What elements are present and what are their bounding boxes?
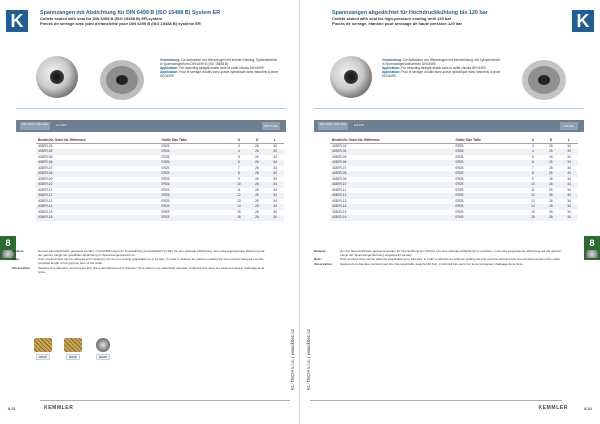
cell-L: 34 <box>567 198 571 203</box>
cell-size: ER25 <box>161 143 170 148</box>
note-text: For mounting straight-shank tools in collet chucks DIN 6499. <box>179 66 265 70</box>
cell-d: 5 <box>237 154 240 159</box>
collet-bore <box>50 70 64 84</box>
note-head: Application: <box>382 70 401 74</box>
cell-order-no: 403ER-07 <box>332 165 347 170</box>
cell-order-no: 403ER-03 <box>332 143 347 148</box>
cell-d: 7 <box>531 165 534 170</box>
cell-size: ER25 <box>455 154 464 159</box>
page-number: 8.31 <box>8 406 16 411</box>
remark-row: Note: Only nominal sizes can be clamped (applicable up to 120 bar). In order to achieve an optimum sealing the tool must be clamped over the complete length of the collet. <box>314 257 561 262</box>
cell-size: ER25 <box>453 149 523 155</box>
cell-d: 14 <box>230 204 248 210</box>
page-subtitle-en: Collets sealed with seal for high-pressure cooling until 120 bar <box>332 16 452 22</box>
col-size: Größe Size Taille <box>159 138 229 143</box>
cell-L: 34 <box>560 149 578 155</box>
cell-size: ER25 <box>455 209 464 214</box>
page-title: Spannzangen abgedichtet für Hochdruckkühlung bis 120 bar <box>332 10 488 16</box>
cell-D: 26 <box>549 143 553 148</box>
col-L: L <box>560 138 578 143</box>
accessory-thumb[interactable]: ER25 <box>64 338 82 360</box>
remarks-block <box>12 250 266 275</box>
cell-D: 26 <box>542 160 560 166</box>
cell-size: ER25 <box>161 209 170 214</box>
table-row <box>36 215 284 221</box>
note-head: Application: <box>160 70 179 74</box>
cell-L: 34 <box>266 171 284 177</box>
cell-order-no: 403ER-14 <box>330 204 453 210</box>
cell-D: 26 <box>542 182 560 188</box>
note-text: Pour le serrage d'outils avec queue cylindrique dans mandrins à pince DIN 6499. <box>382 70 501 78</box>
cell-d: 9 <box>237 176 240 181</box>
cell-d: 9 <box>531 176 534 181</box>
cell-size: ER25 <box>453 171 523 177</box>
note-text: Zur Aufnahme von Werkzeugen mit innerer Kühlung, Spitzenbereich in Spannzangenform DIN 6499 B (ISO 15488 B). <box>160 58 278 66</box>
col-d: d <box>230 138 248 143</box>
note-head: Application: <box>160 66 179 70</box>
cell-order-no: 403ER-16 <box>330 215 453 221</box>
cell-D: 26 <box>255 209 259 214</box>
accessory-thumb[interactable]: ER25 <box>94 338 112 360</box>
accessory-thumb[interactable]: ER25 <box>34 338 52 360</box>
cell-order-no: 403ER-07 <box>38 165 53 170</box>
remark-row: Observation: Seulement le diamètre nominal peut être fixé à refroidissement à l'intérieur. Pour obtenir une étanchéité optimale, l'outil doit être serré sur toute la longueur d'alésage de la pince. <box>12 265 265 274</box>
spec-info-bar <box>16 120 286 132</box>
cell-order-no: 403ER-13 <box>38 198 53 203</box>
info-bar-type: ER collets / ER collet <box>20 122 50 130</box>
cell-size: ER25 <box>455 198 464 203</box>
cell-L: 34 <box>567 209 571 214</box>
cell-L: 34 <box>273 143 277 148</box>
cell-L: 34 <box>266 149 284 155</box>
note-head: Application: <box>382 66 401 70</box>
cell-d: 12 <box>524 193 542 199</box>
chapter-number: 8 <box>5 238 11 248</box>
cell-L: 34 <box>266 204 284 210</box>
info-bar-type: ER collets / ER collet <box>318 122 348 130</box>
cell-order-no: 403ER-12 <box>330 193 453 199</box>
footer-brand: KEMMLER <box>44 405 74 411</box>
note-text: Zur Aufnahme von Werkzeugen mit Innenkühlung, mit Zylinderschaft in Spannzangenaufnahmen DIN 6499. <box>382 58 500 66</box>
footer-divider <box>40 400 290 401</box>
cell-L: 34 <box>266 215 284 221</box>
cell-D: 26 <box>248 215 266 221</box>
cell-order-no: 403ER-05 <box>38 154 53 159</box>
spec-info-bar <box>314 120 584 132</box>
cell-order-no: 403ER-10 <box>330 182 453 188</box>
cell-D: 26 <box>549 165 553 170</box>
cell-size: ER25 <box>455 165 464 170</box>
cell-D: 26 <box>542 215 560 221</box>
remark-row: Note: Only nominal sizes can be clamped with cooling by the front of cooling (applicable up to 21 bar). In order to achieve an optimum sealing the tool must be clamped over the complete length of the gripping bore of the collet. <box>12 257 264 266</box>
table-row <box>330 215 578 221</box>
note-text: For mounting straight-shank tools in collet chucks DIN 6499. <box>401 66 487 70</box>
chapter-thumb-icon <box>586 250 598 258</box>
cell-D: 26 <box>248 160 266 166</box>
cell-L: 34 <box>560 215 578 221</box>
cell-d: 8 <box>524 171 542 177</box>
cell-order-no: 403ER-03 <box>38 143 53 148</box>
cell-D: 26 <box>542 149 560 155</box>
note-head: Verwendung: <box>382 58 403 62</box>
cell-order-no: 403ER-13 <box>332 198 347 203</box>
col-L: L <box>266 138 284 143</box>
cell-order-no: 403ER-06 <box>36 160 159 166</box>
cell-D: 26 <box>255 154 259 159</box>
cell-size: ER25 <box>455 176 464 181</box>
cell-size: ER25 <box>161 187 170 192</box>
cell-L: 34 <box>567 176 571 181</box>
col-size: Größe Size Taille <box>453 138 523 143</box>
page-subtitle-fr: Pinces de serrage avec joint d'étanchéité pour DIN 6499 B (ISO 15488 B) système ER <box>40 21 201 27</box>
brand-logo: K <box>6 10 28 32</box>
collet-photo <box>36 56 78 98</box>
info-bar-tolerance: ≤ 0.015 <box>354 123 364 127</box>
cell-L: 34 <box>266 160 284 166</box>
info-bar-pressure: AB 0.5 bar <box>263 124 279 128</box>
cell-D: 26 <box>542 193 560 199</box>
cell-L: 34 <box>560 182 578 188</box>
collet-photo <box>330 56 372 98</box>
cell-D: 26 <box>255 187 259 192</box>
cell-size: ER25 <box>159 149 229 155</box>
remark-row: Hinweis: Nur der Hennstraft kann gespannt werden, mit Kühlöffnungen für Innenkühlung (einschließlich 21 bar) für eine optimale Abdichtung, wenn das angewendete Werkzeug auf der ganzen Länge der gewählten Abdichtung im Spannzangenbereich ist. <box>12 249 265 257</box>
cell-order-no: 403ER-04 <box>36 149 159 155</box>
cell-size: ER25 <box>453 182 523 188</box>
accessory-thumbs <box>34 338 112 360</box>
collet-side-photo <box>92 52 152 108</box>
cell-L: 34 <box>273 209 277 214</box>
cell-L: 34 <box>273 176 277 181</box>
cell-order-no: 403ER-09 <box>38 176 53 181</box>
cell-d: 6 <box>524 160 542 166</box>
col-d: d <box>524 138 542 143</box>
cell-d: 11 <box>531 187 535 192</box>
cell-L: 34 <box>560 171 578 177</box>
brand-logo: K <box>572 10 594 32</box>
cell-D: 26 <box>255 165 259 170</box>
cell-size: ER25 <box>159 160 229 166</box>
chapter-tab[interactable] <box>584 236 600 260</box>
cell-L: 34 <box>273 165 277 170</box>
collet-bore <box>344 70 358 84</box>
cell-d: 10 <box>524 182 542 188</box>
page-title: Spannzangen mit Abdichtung für DIN 6499 B (ISO 15488 B) System ER <box>40 10 221 16</box>
footer-brand: KEMMLER <box>538 405 568 411</box>
cell-d: 15 <box>237 209 241 214</box>
spec-table <box>36 138 284 221</box>
cell-D: 26 <box>549 209 553 214</box>
cell-d: 13 <box>237 198 241 203</box>
cell-D: 26 <box>255 198 259 203</box>
page-number: 8.32 <box>584 406 592 411</box>
remark-row: Hinweis: Nur der Hennstraft kann gespannt werden für Innenkühlung bis 120 bar. Um eine optimale Abdichtung zu erreichen, muss das eingespannte Werkzeug auf der ganzen Länge der Spannzangenbohrung eingespannt werden. <box>314 249 562 257</box>
footer-divider <box>310 400 562 401</box>
col-order-no: Bestell-Nr. Order No. Référence <box>36 138 159 143</box>
cell-D: 26 <box>549 187 553 192</box>
cell-D: 26 <box>248 149 266 155</box>
accessory-image <box>96 338 110 352</box>
cell-size: ER25 <box>161 154 170 159</box>
cell-d: 4 <box>524 149 542 155</box>
info-bar-pressure: 120 bar <box>560 122 578 130</box>
vertical-web-text: KL-TECH s.r.o. | www.kltec.cz <box>290 329 295 390</box>
cell-size: ER25 <box>159 215 229 221</box>
cell-L: 34 <box>273 154 277 159</box>
cell-d: 15 <box>531 209 535 214</box>
note-head: Verwendung: <box>160 58 181 62</box>
col-order-no: Bestell-Nr. Order No. Référence <box>330 138 453 143</box>
cell-d: 3 <box>531 143 534 148</box>
cell-d: 7 <box>237 165 240 170</box>
cell-L: 34 <box>560 193 578 199</box>
note-text: Pour le serrage d'outils avec queue cylindrique dans mandrins à pince DIN 6499. <box>160 70 279 78</box>
cell-order-no: 403ER-05 <box>332 154 347 159</box>
cell-L: 34 <box>567 187 571 192</box>
cell-D: 26 <box>549 154 553 159</box>
remark-row: Observation: Seulement le diamètre nominal peut être fixé (applicable jusqu'à 120 bar). L'outil doit être serré sur toute la longueur d'alésage de la pince. <box>314 261 524 266</box>
usage-notes <box>160 58 280 78</box>
cell-size: ER25 <box>453 204 523 210</box>
cell-order-no: 403ER-10 <box>36 182 159 188</box>
cell-order-no: 403ER-15 <box>332 209 347 214</box>
cell-D: 26 <box>549 198 553 203</box>
cell-size: ER25 <box>159 193 229 199</box>
cell-d: 11 <box>237 187 241 192</box>
cell-d: 16 <box>230 215 248 221</box>
cell-D: 26 <box>248 204 266 210</box>
accessory-image <box>34 338 52 352</box>
remarks-block <box>314 250 568 268</box>
cell-D: 26 <box>542 171 560 177</box>
cell-d: 3 <box>237 143 240 148</box>
cell-size: ER25 <box>159 204 229 210</box>
vertical-web-text: KL-TECH s.r.o. | www.kltec.cz <box>306 329 311 390</box>
cell-order-no: 403ER-08 <box>330 171 453 177</box>
cell-d: 14 <box>524 204 542 210</box>
title-block <box>40 10 280 26</box>
cell-L: 34 <box>567 154 571 159</box>
usage-notes <box>382 58 502 78</box>
cell-order-no: 403ER-06 <box>330 160 453 166</box>
cell-order-no: 403ER-14 <box>36 204 159 210</box>
spec-table <box>330 138 578 221</box>
cell-size: ER25 <box>455 143 464 148</box>
cell-size: ER25 <box>455 187 464 192</box>
cell-size: ER25 <box>161 165 170 170</box>
cell-size: ER25 <box>159 171 229 177</box>
cell-order-no: 403ER-11 <box>332 187 347 192</box>
cell-order-no: 403ER-11 <box>38 187 53 192</box>
cell-L: 34 <box>567 143 571 148</box>
cell-order-no: 403ER-15 <box>38 209 53 214</box>
cell-d: 10 <box>230 182 248 188</box>
section-divider <box>16 108 286 109</box>
page-subtitle-en: Collets sealed with seal for DIN 6499 B (ISO 15488 B) ER-system <box>40 16 163 22</box>
cell-D: 26 <box>248 171 266 177</box>
cell-size: ER25 <box>453 193 523 199</box>
cell-size: ER25 <box>453 215 523 221</box>
cell-size: ER25 <box>161 198 170 203</box>
cell-L: 34 <box>266 193 284 199</box>
col-D: D <box>248 138 266 143</box>
info-bar-tolerance: ≤ 0.015 <box>56 123 66 127</box>
cell-order-no: 403ER-08 <box>36 171 159 177</box>
collet-side-photo <box>514 52 574 108</box>
accessory-image <box>64 338 82 352</box>
cell-d: 6 <box>230 160 248 166</box>
cell-order-no: 403ER-04 <box>330 149 453 155</box>
cell-D: 26 <box>549 176 553 181</box>
cell-d: 4 <box>230 149 248 155</box>
chapter-number: 8 <box>589 238 595 248</box>
cell-size: ER25 <box>453 160 523 166</box>
cell-L: 34 <box>273 187 277 192</box>
right-page <box>300 0 600 424</box>
cell-d: 12 <box>230 193 248 199</box>
cell-size: ER25 <box>161 176 170 181</box>
cell-d: 8 <box>230 171 248 177</box>
cell-L: 34 <box>560 204 578 210</box>
page-subtitle-fr: Pinces de serrage, étanche pour arrosage de haute pression 120 bar <box>332 21 463 27</box>
cell-D: 26 <box>248 193 266 199</box>
cell-d: 13 <box>531 198 535 203</box>
col-D: D <box>542 138 560 143</box>
cell-order-no: 403ER-12 <box>36 193 159 199</box>
cell-d: 16 <box>524 215 542 221</box>
cell-L: 34 <box>560 160 578 166</box>
cell-size: ER25 <box>159 182 229 188</box>
cell-L: 34 <box>567 165 571 170</box>
cell-order-no: 403ER-16 <box>36 215 159 221</box>
cell-D: 26 <box>248 182 266 188</box>
cell-D: 26 <box>255 143 259 148</box>
cell-D: 26 <box>542 204 560 210</box>
cell-order-no: 403ER-09 <box>332 176 347 181</box>
section-divider <box>314 108 584 109</box>
cell-d: 5 <box>531 154 534 159</box>
cell-L: 34 <box>266 182 284 188</box>
title-block <box>332 10 572 26</box>
cell-D: 26 <box>255 176 259 181</box>
cell-L: 34 <box>273 198 277 203</box>
